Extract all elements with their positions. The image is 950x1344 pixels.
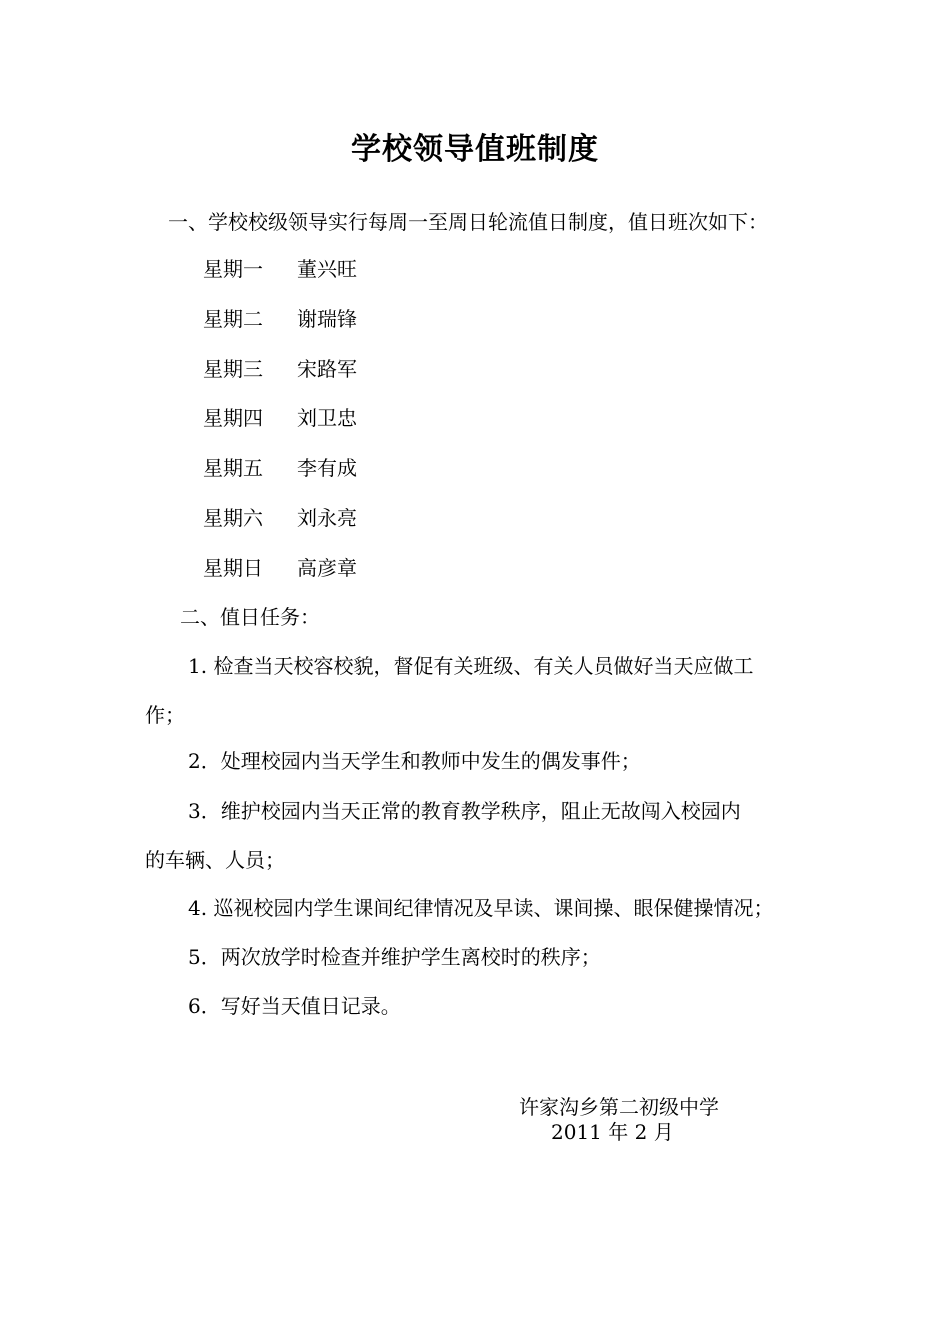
- section-2-heading: 二、值日任务：: [180, 605, 320, 629]
- duty-day: 星期日: [203, 556, 263, 580]
- task-item-6: 6．写好当天值日记录。: [188, 994, 401, 1018]
- duty-day: 星期六: [203, 506, 263, 530]
- task-item-2: 2．处理校园内当天学生和教师中发生的偶发事件；: [188, 749, 641, 773]
- signature-organization: 许家沟乡第二初级中学: [519, 1095, 719, 1119]
- task-item-3: 3．维护校园内当天正常的教育教学秩序，阻止无故闯入校园内: [188, 799, 741, 823]
- duty-row: [203, 255, 357, 283]
- duty-row: [203, 504, 357, 532]
- section-1-heading: 一、学校校级领导实行每周一至周日轮流值日制度，值日班次如下：: [168, 210, 768, 234]
- duty-row: [203, 454, 357, 482]
- duty-day: 星期二: [203, 307, 263, 331]
- duty-row: [203, 404, 357, 432]
- duty-day: 星期四: [203, 406, 263, 430]
- task-item-5: 5．两次放学时检查并维护学生离校时的秩序；: [188, 945, 601, 969]
- duty-name: 高彦章: [297, 556, 357, 580]
- duty-day: 星期三: [203, 357, 263, 381]
- task-item-1: 1. 检查当天校容校貌，督促有关班级、有关人员做好当天应做工: [188, 654, 754, 678]
- duty-name: 刘永亮: [297, 506, 357, 530]
- task-item-1-continuation: 作；: [145, 703, 185, 727]
- task-item-3-continuation: 的车辆、人员；: [145, 848, 285, 872]
- duty-row: [203, 554, 357, 582]
- duty-row: [203, 305, 357, 333]
- signature-date: 2011 年 2 月: [551, 1120, 674, 1144]
- duty-name: 刘卫忠: [297, 406, 357, 430]
- task-item-4: 4. 巡视校园内学生课间纪律情况及早读、课间操、眼保健操情况；: [188, 896, 774, 920]
- duty-name: 董兴旺: [297, 257, 357, 281]
- duty-name: 宋路军: [297, 357, 357, 381]
- duty-name: 李有成: [297, 456, 357, 480]
- duty-day: 星期一: [203, 257, 263, 281]
- duty-name: 谢瑞锋: [297, 307, 357, 331]
- duty-row: [203, 355, 357, 383]
- duty-day: 星期五: [203, 456, 263, 480]
- document-title: 学校领导值班制度: [351, 132, 599, 167]
